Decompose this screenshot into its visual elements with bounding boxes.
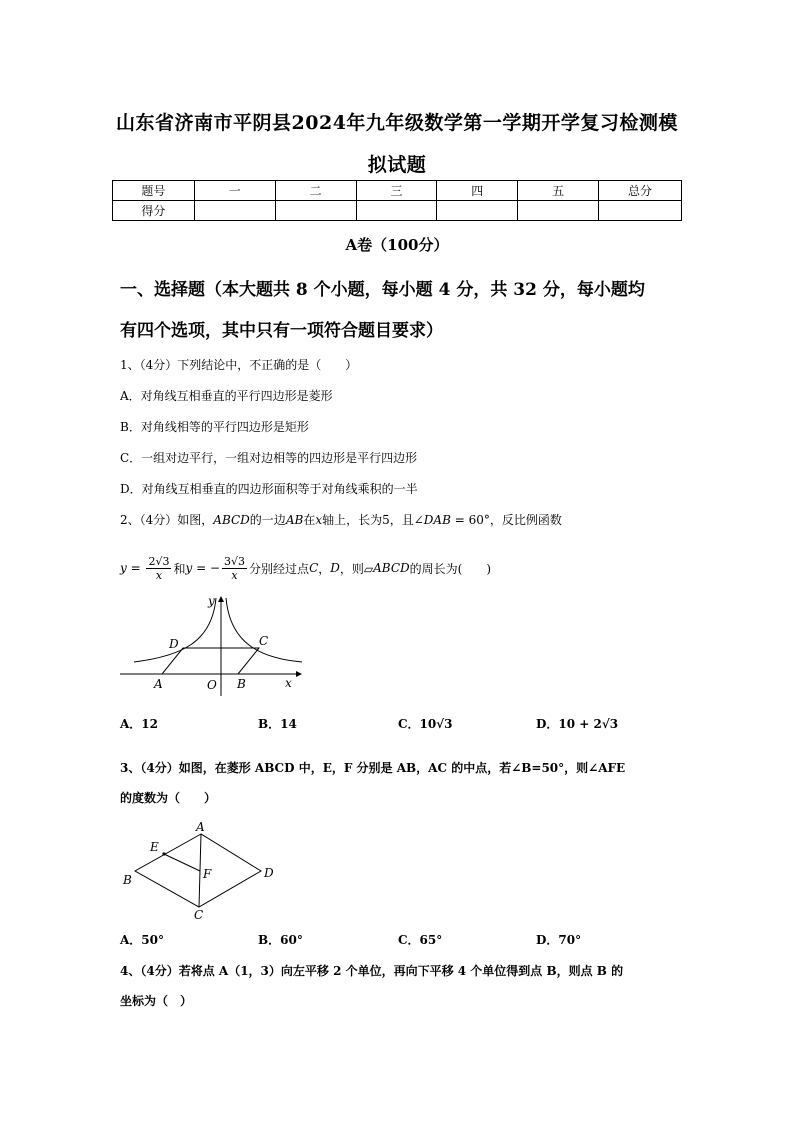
volume-title: A卷（100分） <box>345 236 449 254</box>
q3-stem-line1: 3、（4分）如图，在菱形 ABCD 中，E，F 分别是 AB，AC 的中点，若∠B=50°，则∠AFE <box>120 761 626 775</box>
q2-numerator-2: 3√3 <box>224 554 246 568</box>
q2-denominator-1: x <box>155 568 163 582</box>
q3-option-d: D．70° <box>536 933 582 947</box>
q2-stem-prefix: 2、（4分）如图， <box>120 513 214 527</box>
q2-x: x <box>315 513 323 527</box>
q2-and: 和 <box>173 561 186 576</box>
q2-point-c: C <box>309 561 319 575</box>
label-o: O <box>207 678 217 692</box>
label-f: F <box>203 867 212 881</box>
label-d: D <box>264 866 274 880</box>
q2-denominator-2: x <box>231 568 238 582</box>
score-row-label: 得分 <box>113 201 195 221</box>
q2-comma: ， <box>318 561 331 576</box>
score-cell <box>518 201 599 221</box>
score-header-cell: 三 <box>356 181 437 201</box>
label-e: E <box>150 840 159 854</box>
q1-option-d: D．对角线互相垂直的四边形面积等于对角线乘积的一半 <box>120 482 418 496</box>
x-axis-arrow-icon <box>296 671 302 677</box>
q2-pass: 分别经过点 <box>249 561 310 576</box>
score-table-score-row <box>113 201 682 221</box>
q2-option-a: A．12 <box>120 717 159 731</box>
q3-stem-line2: 的度数为（ ） <box>120 791 217 805</box>
q2-numerator-1: 2√3 <box>148 554 170 568</box>
score-header-cell: 五 <box>518 181 599 201</box>
label-y: y <box>208 594 215 608</box>
score-header-cell: 二 <box>275 181 356 201</box>
q2-fraction-2 <box>222 555 247 582</box>
score-table-header-row <box>113 181 682 201</box>
q2-eq2: = − <box>192 561 221 575</box>
score-cell <box>194 201 275 221</box>
q2-functions-line <box>120 548 491 588</box>
curve-left-branch <box>134 598 216 662</box>
q2-func-y: y <box>120 561 127 575</box>
q3-option-b: B．60° <box>258 933 303 947</box>
q2-fraction-1 <box>146 555 171 582</box>
label-c: C <box>259 634 269 648</box>
q1-option-c: C．一组对边平行，一组对边相等的四边形是平行四边形 <box>120 451 418 465</box>
section-heading-line2: 有四个选项，其中只有一项符合题目要求） <box>120 321 443 341</box>
score-header-cell: 总分 <box>599 181 682 201</box>
score-cell <box>599 201 682 221</box>
score-cell <box>356 201 437 221</box>
score-cell <box>437 201 518 221</box>
q3-option-c: C．65° <box>398 933 443 947</box>
q2-ab: AB <box>285 513 304 527</box>
score-header-cell: 题号 <box>113 181 195 201</box>
q1-stem: 1、（4分）下列结论中，不正确的是（ ） <box>120 358 358 372</box>
q2-stem-text: = 60°，反比例函数 <box>450 513 562 527</box>
y-axis-arrow-icon <box>218 596 224 602</box>
label-a: A <box>154 677 163 691</box>
q2-func-y2: y <box>185 561 193 575</box>
label-c: C <box>194 908 204 922</box>
q2-figure <box>118 592 308 702</box>
q2-option-c: C．10√3 <box>398 717 453 731</box>
q4-stem-line1: 4、（4分）若将点 A（1，3）向左平移 2 个单位，再向下平移 4 个单位得到点 B，则点 B 的 <box>120 964 624 978</box>
score-header-cell: 一 <box>194 181 275 201</box>
q2-abcd-2: ABCD <box>373 561 410 575</box>
label-x: x <box>285 676 292 690</box>
q2-stem-text: 的一边 <box>249 513 286 527</box>
q3-figure <box>118 818 288 926</box>
score-table <box>112 180 682 221</box>
exam-title-line2: 拟试题 <box>367 154 427 176</box>
q2-point-d: D <box>330 561 340 575</box>
point-e-dot <box>162 852 165 855</box>
label-d: D <box>169 637 179 651</box>
q2-abcd: ABCD <box>213 513 250 527</box>
q2-dab: DAB <box>423 513 451 527</box>
q4-stem-line2: 坐标为（ ） <box>120 994 193 1008</box>
q3-option-a: A．50° <box>120 933 165 947</box>
exam-title-line1: 山东省济南市平阴县2024年九年级数学第一学期开学复习检测模 <box>116 112 678 134</box>
section-heading-line1: 一、选择题（本大题共 8 个小题，每小题 4 分，共 32 分，每小题均 <box>120 280 645 300</box>
q1-option-b: B．对角线相等的平行四边形是矩形 <box>120 420 309 434</box>
q2-then: ，则▱ <box>339 561 374 576</box>
label-a: A <box>196 820 205 834</box>
q2-stem <box>120 511 562 528</box>
q1-option-a: A．对角线互相垂直的平行四边形是菱形 <box>120 389 333 403</box>
score-header-cell: 四 <box>437 181 518 201</box>
q2-tail: 的周长为( ) <box>409 561 492 576</box>
q2-stem-text: 轴上，长为5，且∠ <box>322 513 424 527</box>
q2-stem-text: 在 <box>303 513 316 527</box>
label-b: B <box>123 873 132 887</box>
curve-right-branch <box>226 598 302 662</box>
q2-option-d: D．10 + 2√3 <box>536 717 619 731</box>
q2-option-b: B．14 <box>258 717 297 731</box>
q2-eq: = <box>126 561 145 575</box>
label-b: B <box>237 677 246 691</box>
segment-ef <box>164 854 200 871</box>
score-cell <box>275 201 356 221</box>
